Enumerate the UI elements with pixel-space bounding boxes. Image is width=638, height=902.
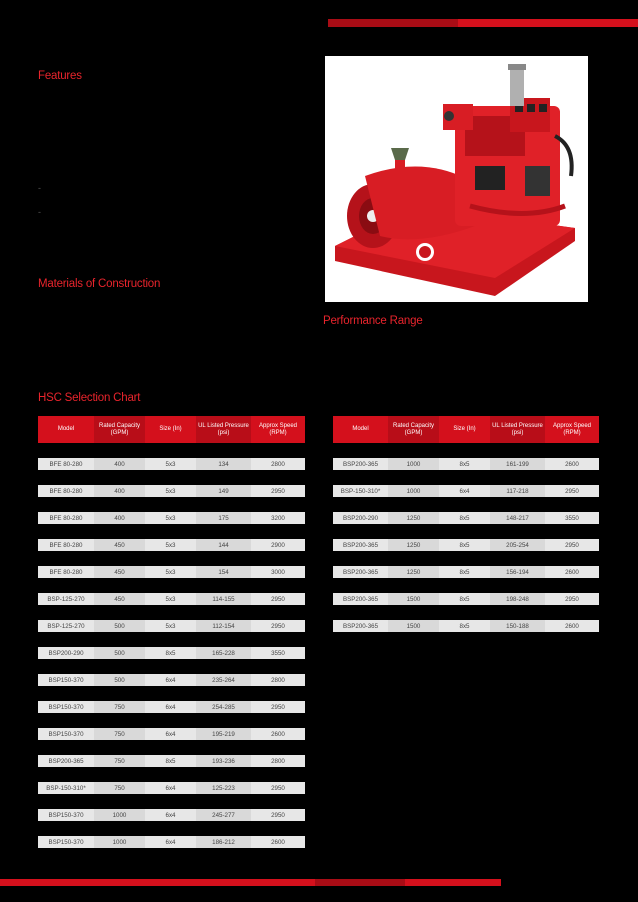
table-cell: 6x4: [145, 659, 196, 686]
table-cell: 117-218: [490, 470, 545, 497]
table-cell: 165-228: [196, 632, 251, 659]
top-accent-bar-dark: [328, 19, 458, 27]
selection-table-right: [333, 416, 599, 632]
table-cell: 2600: [251, 713, 305, 740]
column-header-model: Model: [38, 416, 94, 443]
column-header-pressure: UL Listed Pressure (psi): [490, 416, 545, 443]
column-header-speed: Approx Speed (RPM): [251, 416, 305, 443]
table-cell: 400: [94, 497, 145, 524]
table-cell: 750: [94, 767, 145, 794]
bottom-accent-bar-dark: [315, 879, 405, 886]
table-row: [38, 524, 305, 551]
table-cell: BSP200-365: [333, 551, 388, 578]
table-cell: 8x5: [439, 578, 490, 605]
table-cell: 3550: [251, 632, 305, 659]
table-cell: BFE 80-280: [38, 551, 94, 578]
table-cell: BSP200-365: [333, 605, 388, 632]
table-row: [333, 497, 599, 524]
table-cell: 5x3: [145, 551, 196, 578]
table-cell: 500: [94, 632, 145, 659]
table-cell: 1000: [94, 794, 145, 821]
table-cell: BSP-150-310*: [38, 767, 94, 794]
table-cell: BSP150-370: [38, 686, 94, 713]
table-cell: 186-212: [196, 821, 251, 848]
table-cell: 500: [94, 659, 145, 686]
table-cell: 750: [94, 740, 145, 767]
selection-table-left: [38, 416, 305, 848]
table-cell: 1500: [388, 578, 439, 605]
table-cell: 400: [94, 443, 145, 470]
table-cell: 5x3: [145, 497, 196, 524]
table-cell: 144: [196, 524, 251, 551]
table-cell: 3200: [251, 497, 305, 524]
column-header-pressure: UL Listed Pressure (psi): [196, 416, 251, 443]
table-cell: BSP150-370: [38, 794, 94, 821]
table-cell: 2950: [251, 794, 305, 821]
table-cell: BSP150-370: [38, 659, 94, 686]
table-cell: 5x3: [145, 578, 196, 605]
table-cell: 2800: [251, 659, 305, 686]
table-row: [38, 686, 305, 713]
table-row: [38, 767, 305, 794]
table-cell: 2950: [251, 605, 305, 632]
table-cell: 2950: [251, 767, 305, 794]
table-row: [38, 551, 305, 578]
table-cell: 6x4: [145, 821, 196, 848]
table-cell: 8x5: [439, 443, 490, 470]
table-cell: 2600: [545, 443, 599, 470]
features-heading: Features: [38, 70, 82, 82]
table-cell: 175: [196, 497, 251, 524]
table-cell: 2900: [251, 524, 305, 551]
table-cell: 2600: [251, 821, 305, 848]
table-cell: 8x5: [439, 605, 490, 632]
table-cell: 3000: [251, 551, 305, 578]
table-cell: BSP150-370: [38, 821, 94, 848]
table-cell: 2600: [545, 551, 599, 578]
table-row: [333, 551, 599, 578]
table-cell: 150-188: [490, 605, 545, 632]
table-cell: 500: [94, 605, 145, 632]
table-cell: 114-155: [196, 578, 251, 605]
table-cell: 125-223: [196, 767, 251, 794]
table-cell: 154: [196, 551, 251, 578]
table-cell: 5x3: [145, 605, 196, 632]
table-row: [38, 794, 305, 821]
table-cell: 156-194: [490, 551, 545, 578]
table-cell: BFE 80-280: [38, 497, 94, 524]
table-cell: 195-219: [196, 713, 251, 740]
materials-heading: Materials of Construction: [38, 278, 161, 290]
table-row: [38, 443, 305, 470]
table-cell: BSP200-365: [333, 578, 388, 605]
table-cell: 134: [196, 443, 251, 470]
top-accent-bar: [328, 19, 638, 27]
table-cell: 149: [196, 470, 251, 497]
table-cell: 1250: [388, 497, 439, 524]
table-row: [333, 524, 599, 551]
selection-chart-heading: HSC Selection Chart: [38, 392, 141, 404]
table-cell: 400: [94, 470, 145, 497]
table-cell: 2950: [545, 470, 599, 497]
table-cell: 5x3: [145, 443, 196, 470]
table-cell: BSP200-365: [333, 524, 388, 551]
table-cell: BFE 80-280: [38, 524, 94, 551]
column-header-size: Size (In): [145, 416, 196, 443]
table-row: [38, 470, 305, 497]
table-cell: 2950: [251, 578, 305, 605]
table-cell: BFE 80-280: [38, 470, 94, 497]
table-cell: 450: [94, 578, 145, 605]
bullet-dash: -: [38, 207, 41, 217]
table-cell: 161-199: [490, 443, 545, 470]
bottom-accent-bar: [0, 879, 501, 886]
table-row: [38, 740, 305, 767]
table-cell: 254-285: [196, 686, 251, 713]
table-cell: 5x3: [145, 524, 196, 551]
table-cell: BFE 80-280: [38, 443, 94, 470]
table-cell: BSP-125-270: [38, 605, 94, 632]
table-cell: BSP200-365: [38, 740, 94, 767]
table-cell: 2800: [251, 740, 305, 767]
table-cell: 193-236: [196, 740, 251, 767]
table-row: [38, 605, 305, 632]
table-cell: 3550: [545, 497, 599, 524]
fire-pump-illustration: [325, 56, 588, 302]
fire-pump-photo: [325, 56, 588, 302]
table-cell: 5x3: [145, 470, 196, 497]
table-cell: 2600: [545, 605, 599, 632]
table-row: [38, 497, 305, 524]
column-header-speed: Approx Speed (RPM): [545, 416, 599, 443]
column-header-capacity: Rated Capacity (GPM): [388, 416, 439, 443]
table-cell: 8x5: [439, 497, 490, 524]
table-cell: 1000: [94, 821, 145, 848]
table-cell: 2950: [545, 578, 599, 605]
table-cell: 6x4: [439, 470, 490, 497]
table-row: [38, 578, 305, 605]
column-header-size: Size (In): [439, 416, 490, 443]
table-cell: BSP-125-270: [38, 578, 94, 605]
table-cell: 450: [94, 551, 145, 578]
table-cell: 8x5: [145, 740, 196, 767]
table-cell: 1250: [388, 524, 439, 551]
table-cell: 198-248: [490, 578, 545, 605]
column-header-capacity: Rated Capacity (GPM): [94, 416, 145, 443]
table-row: [38, 659, 305, 686]
table-cell: 2950: [251, 470, 305, 497]
table-cell: 245-277: [196, 794, 251, 821]
table-cell: 6x4: [145, 713, 196, 740]
table-cell: 112-154: [196, 605, 251, 632]
table-cell: BSP200-290: [38, 632, 94, 659]
table-cell: 6x4: [145, 767, 196, 794]
table-row: [38, 713, 305, 740]
table-cell: 6x4: [145, 794, 196, 821]
table-cell: 6x4: [145, 686, 196, 713]
table-cell: 1000: [388, 443, 439, 470]
table-row: [333, 470, 599, 497]
table-row: [333, 578, 599, 605]
table-cell: 2950: [545, 524, 599, 551]
performance-heading: Performance Range: [323, 315, 423, 327]
table-cell: BSP200-365: [333, 443, 388, 470]
table-cell: 1000: [388, 470, 439, 497]
table-cell: 2950: [251, 686, 305, 713]
table-cell: 205-254: [490, 524, 545, 551]
table-cell: 148-217: [490, 497, 545, 524]
table-cell: 2800: [251, 443, 305, 470]
column-header-model: Model: [333, 416, 388, 443]
table-cell: 8x5: [439, 551, 490, 578]
table-cell: 1250: [388, 551, 439, 578]
table-cell: BSP150-370: [38, 713, 94, 740]
table-cell: 8x5: [439, 524, 490, 551]
table-row: [38, 821, 305, 848]
table-cell: 1500: [388, 605, 439, 632]
table-row: [333, 443, 599, 470]
table-cell: 8x5: [145, 632, 196, 659]
table-cell: BSP200-290: [333, 497, 388, 524]
table-cell: 750: [94, 686, 145, 713]
table-cell: 750: [94, 713, 145, 740]
table-row: [38, 632, 305, 659]
bullet-dash: -: [38, 183, 41, 193]
table-cell: 450: [94, 524, 145, 551]
table-cell: BSP-150-310*: [333, 470, 388, 497]
table-row: [333, 605, 599, 632]
table-cell: 235-264: [196, 659, 251, 686]
